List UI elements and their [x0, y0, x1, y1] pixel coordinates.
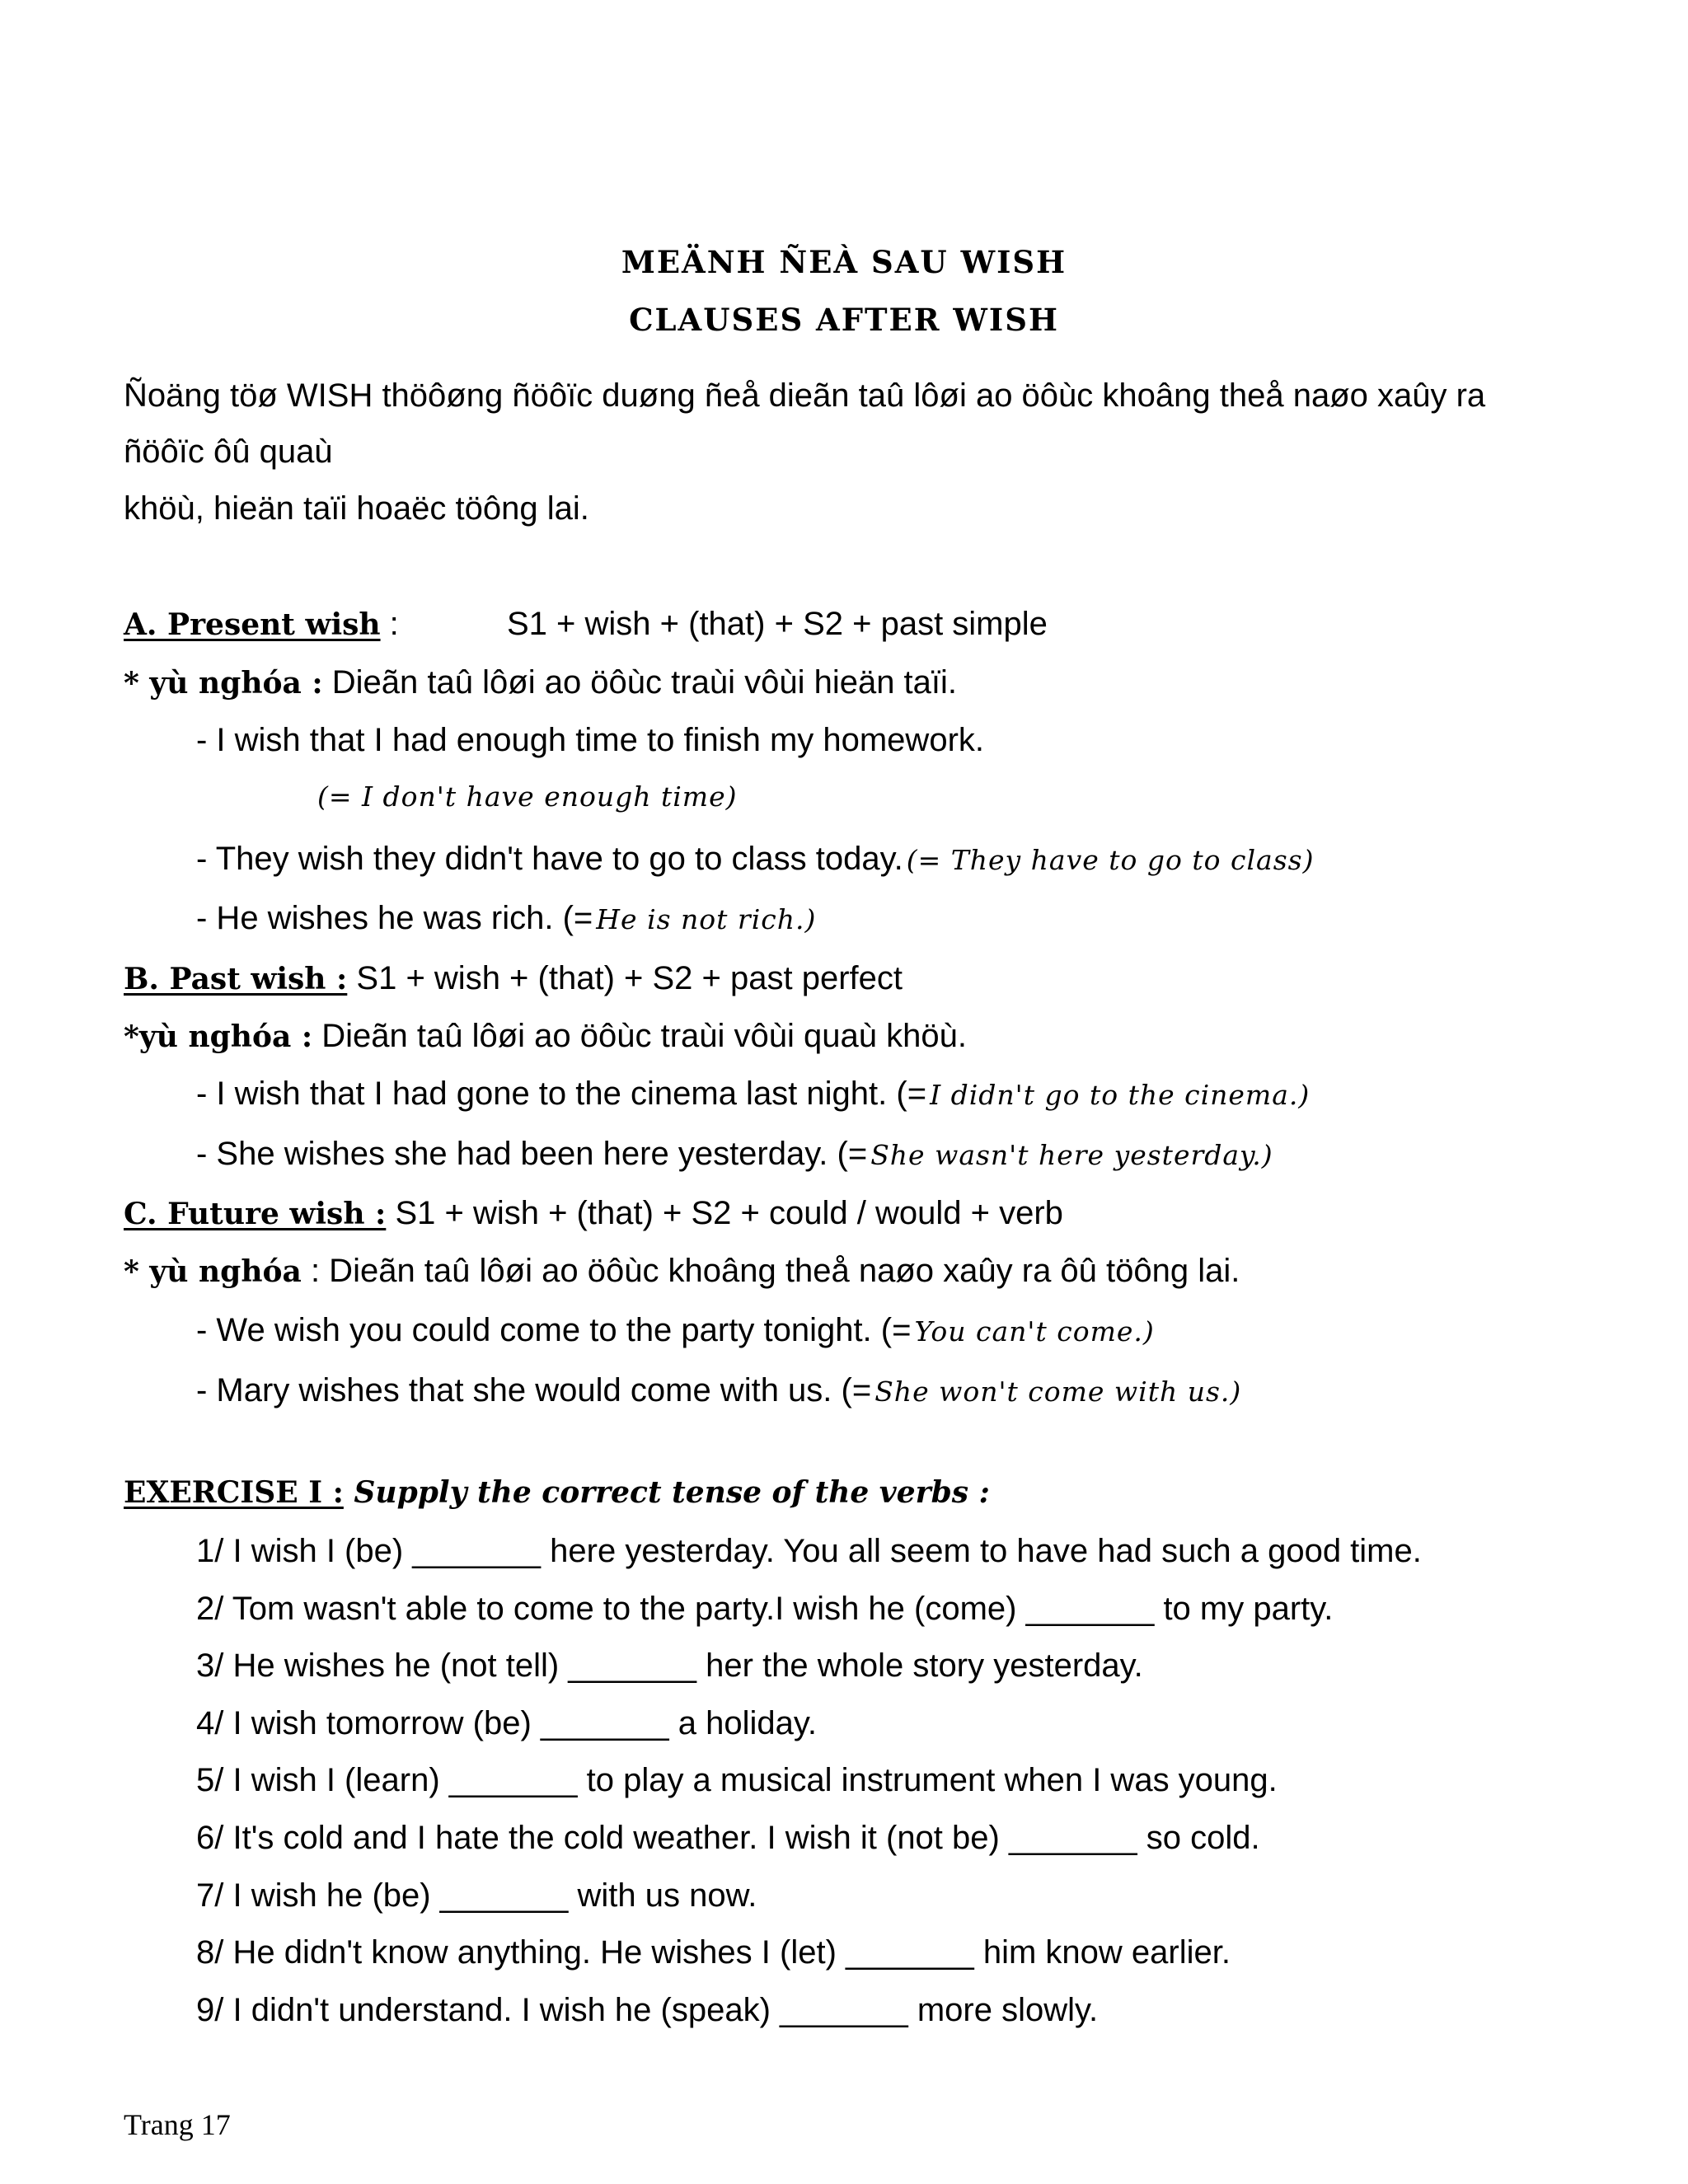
- title-english: CLAUSES AFTER WISH: [629, 302, 1059, 338]
- section-a-heading: A. Present wish: [124, 607, 381, 642]
- page-number: Trang 17: [124, 2108, 231, 2141]
- example-c2-note: She won't come with us.): [874, 1376, 1242, 1408]
- meaning-text: : Dieãn taû lôøi ao öôùc khoâng theå naøo xaûy ra ôû töông lai.: [301, 1253, 1240, 1289]
- exercise-heading: EXERCISE I :: [124, 1475, 344, 1510]
- meaning-text: Dieãn taû lôøi ao öôùc traùi vôùi hieän taïi.: [322, 664, 958, 701]
- section-c-heading-row: [124, 1197, 1063, 1230]
- section-b-heading-row: [124, 962, 903, 995]
- section-b-formula: S1 + wish + (that) + S2 + past perfect: [347, 960, 903, 996]
- section-c-meaning: [124, 1254, 1240, 1287]
- example-a1: - I wish that I had enough time to finish my homework.: [196, 722, 984, 758]
- section-a-meaning: [124, 666, 957, 699]
- exercise-item: 2/ Tom wasn't able to come to the party.I wish he (come) _______ to my party.: [196, 1591, 1334, 1627]
- section-a-heading-row: [124, 607, 399, 640]
- section-c-heading: C. Future wish :: [124, 1197, 387, 1231]
- exercise-item: 7/ I wish he (be) _______ with us now.: [196, 1877, 757, 1914]
- example-a1-note: (= I don't have enough time): [317, 780, 738, 813]
- example-c1: - We wish you could come to the party tonight. (=: [196, 1312, 912, 1348]
- example-a2-row: [196, 842, 1314, 875]
- example-a2: - They wish they didn't have to go to class today.: [196, 841, 903, 877]
- exercise-item: 1/ I wish I (be) _______ here yesterday. You all seem to have had such a good time.: [196, 1533, 1422, 1569]
- meaning-label: * yù nghóa: [124, 1254, 302, 1289]
- section-b-heading: B. Past wish :: [124, 962, 348, 996]
- example-b2-note: She wasn't here yesterday.): [870, 1139, 1273, 1171]
- intro-line-1: Ñoäng töø WISH thöôøng ñöôïc duøng ñeå dieãn taû lôøi ao öôùc khoâng theå naøo xaûy ra: [124, 377, 1486, 414]
- section-a-colon: :: [380, 606, 399, 642]
- section-c-formula: S1 + wish + (that) + S2 + could / would + verb: [386, 1195, 1063, 1231]
- example-a3-row: [196, 902, 816, 935]
- exercise-item: 9/ I didn't understand. I wish he (speak) _______ more slowly.: [196, 1992, 1099, 2028]
- example-c2: - Mary wishes that she would come with us. (=: [196, 1372, 872, 1408]
- example-b1: - I wish that I had gone to the cinema last night. (=: [196, 1076, 927, 1112]
- example-a3: - He wishes he was rich. (=: [196, 900, 593, 936]
- title-vietnamese: MEÄNH ÑEÀ SAU WISH: [621, 244, 1067, 280]
- example-a3-note: He is not rich.): [596, 903, 817, 935]
- example-b2: - She wishes she had been here yesterday. (=: [196, 1136, 868, 1172]
- example-b1-note: I didn't go to the cinema.): [930, 1079, 1311, 1111]
- exercise-heading-row: [124, 1475, 990, 1510]
- exercise-item: 5/ I wish I (learn) _______ to play a musical instrument when I was young.: [196, 1762, 1278, 1798]
- section-b-meaning: [124, 1019, 967, 1052]
- example-a2-note: (= They have to go to class): [906, 844, 1315, 876]
- meaning-label: * yù nghóa :: [124, 666, 323, 701]
- exercise-item: 4/ I wish tomorrow (be) _______ a holiday.: [196, 1705, 817, 1741]
- meaning-text: Dieãn taû lôøi ao öôùc traùi vôùi quaù khöù.: [312, 1018, 967, 1054]
- section-a-formula: S1 + wish + (that) + S2 + past simple: [507, 606, 1048, 642]
- example-b2-row: [196, 1137, 1273, 1170]
- intro-line-3: khöù, hieän taïi hoaëc töông lai.: [124, 490, 589, 527]
- exercise-item: 3/ He wishes he (not tell) _______ her the whole story yesterday.: [196, 1647, 1143, 1684]
- example-c1-note: You can't come.): [914, 1315, 1155, 1347]
- example-c1-row: [196, 1314, 1155, 1347]
- exercise-item: 6/ It's cold and I hate the cold weather. I wish it (not be) _______ so cold.: [196, 1820, 1260, 1856]
- intro-line-2: ñöôïc ôû quaù: [124, 434, 333, 470]
- meaning-label: *yù nghóa :: [124, 1019, 313, 1054]
- exercise-item: 8/ He didn't know anything. He wishes I (let) _______ him know earlier.: [196, 1934, 1231, 1971]
- exercise-instruction: Supply the correct tense of the verbs :: [343, 1475, 990, 1510]
- example-c2-row: [196, 1374, 1241, 1407]
- example-b1-row: [196, 1077, 1310, 1110]
